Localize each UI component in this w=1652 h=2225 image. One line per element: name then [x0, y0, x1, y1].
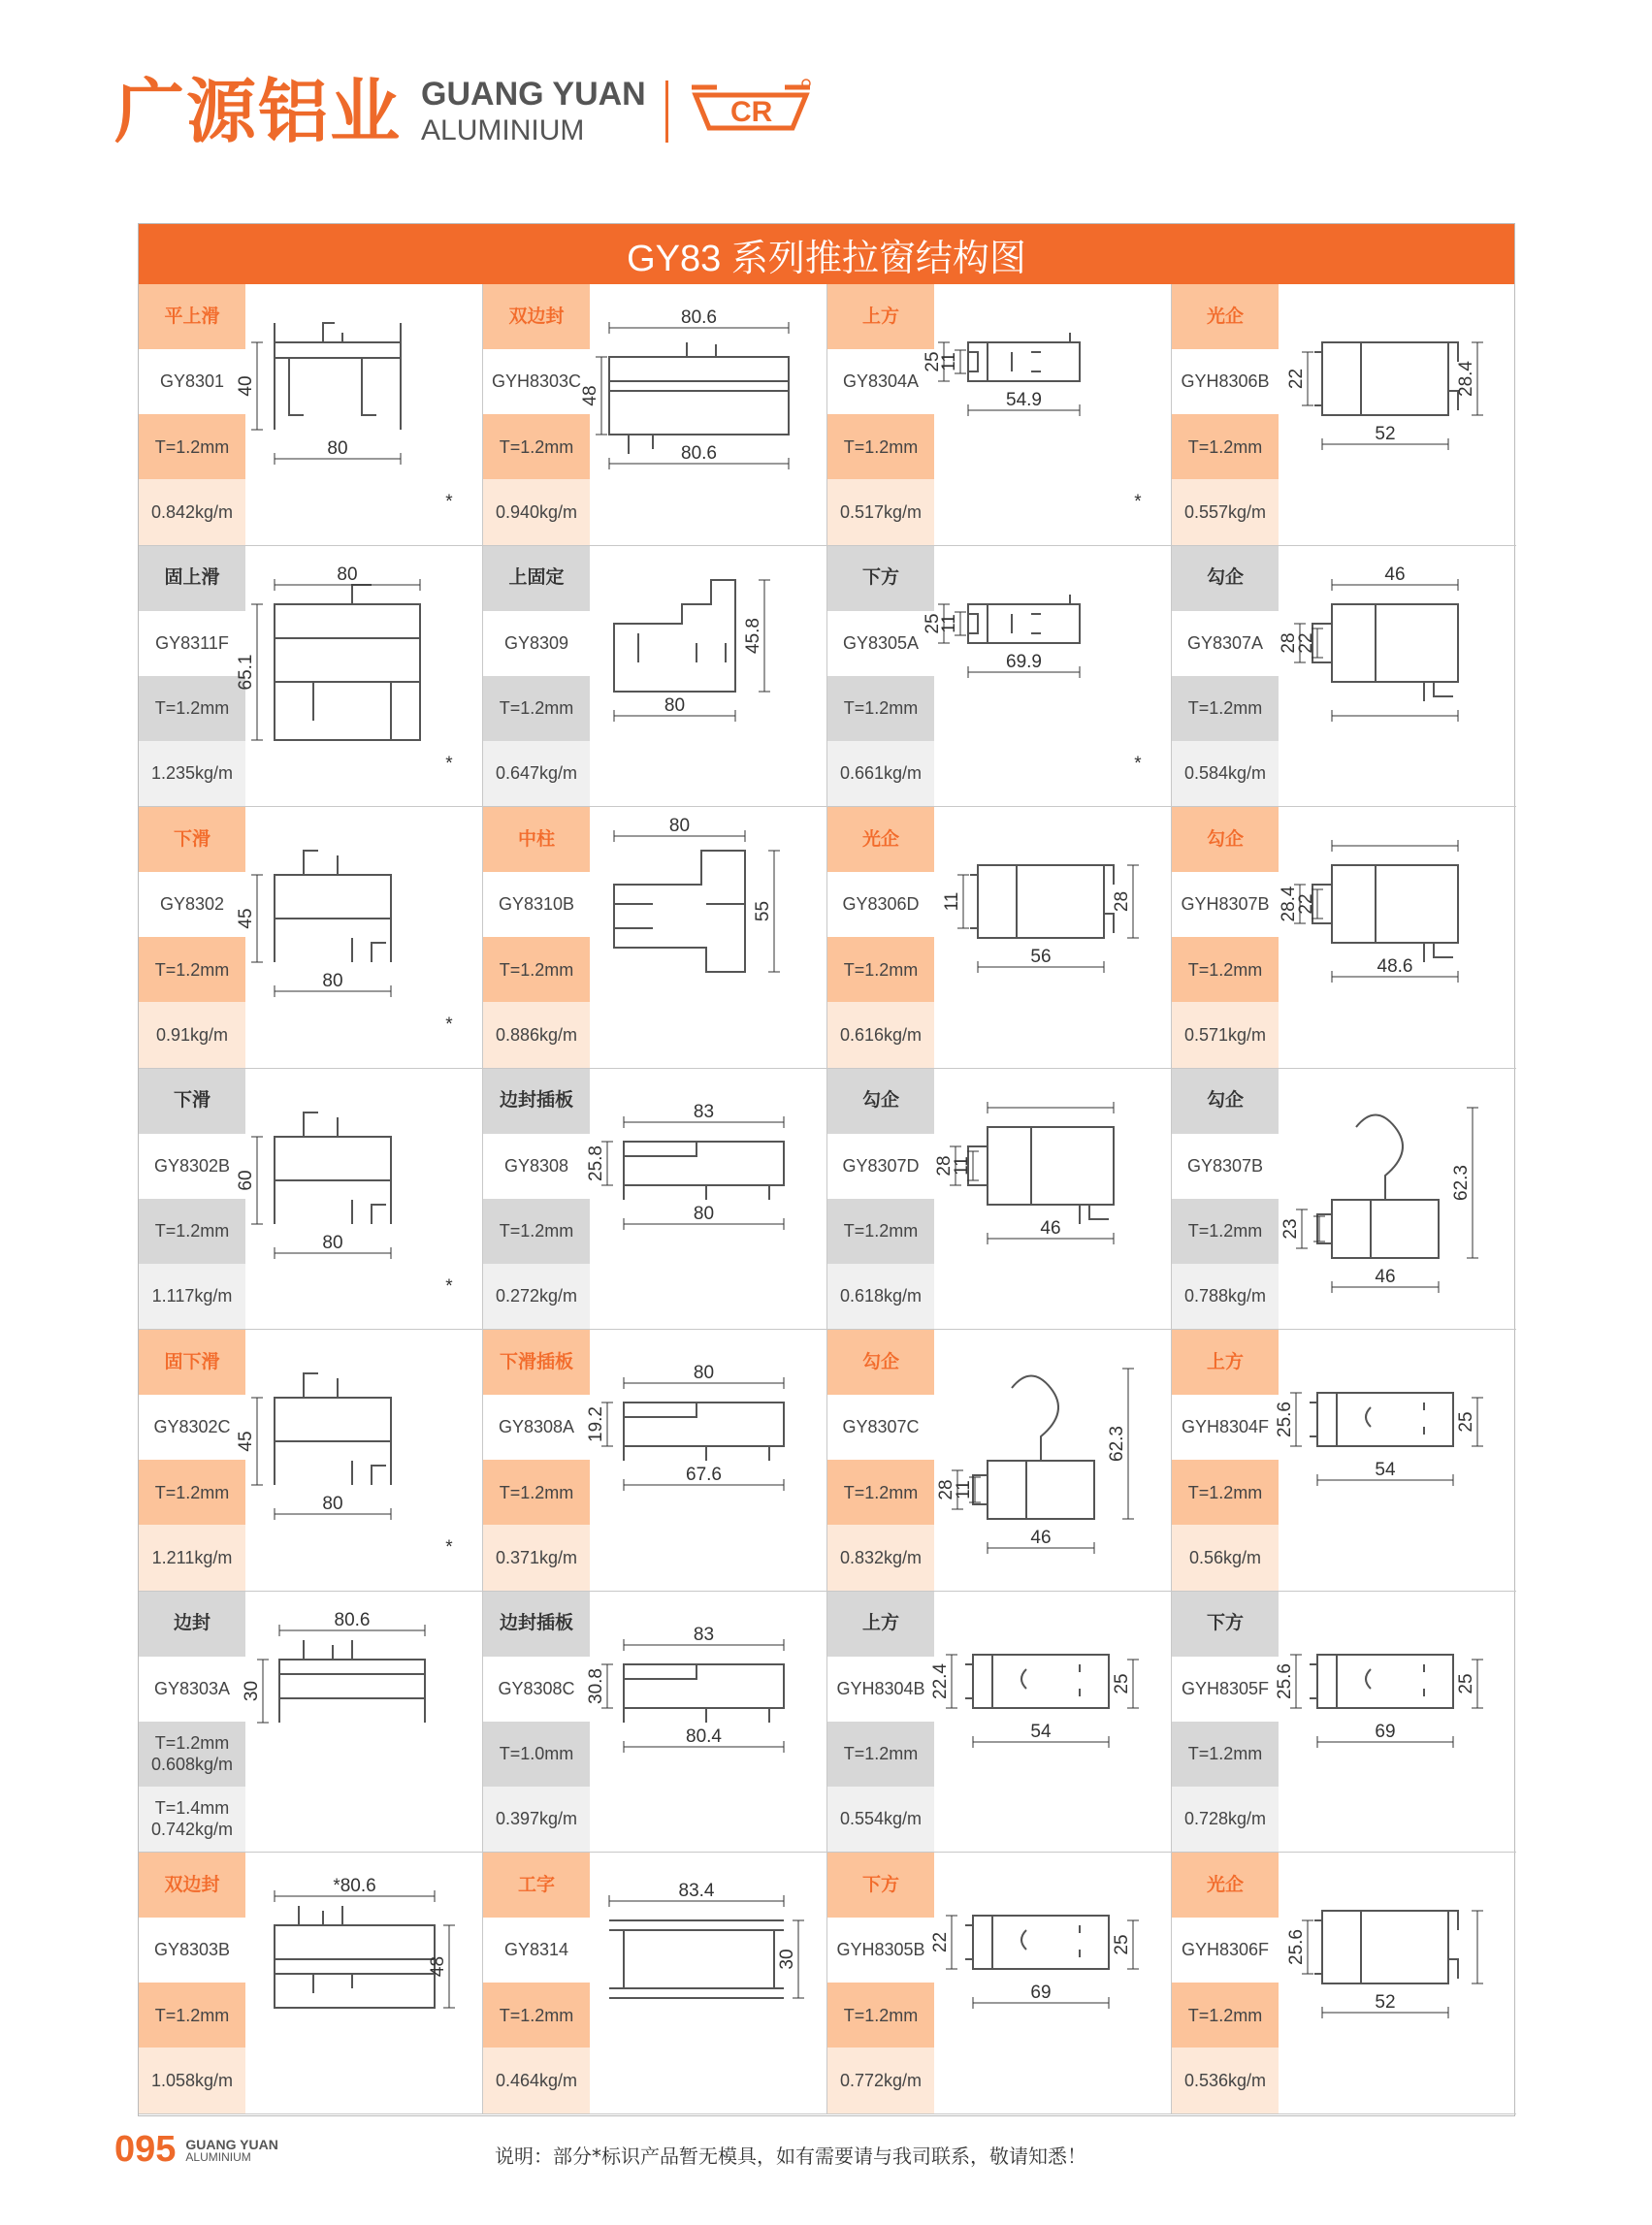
svg-text:*: * — [445, 753, 453, 774]
profile-thickness: T=1.2mm — [827, 937, 934, 1002]
profile-labels — [827, 546, 934, 807]
brand-divider — [665, 81, 668, 143]
dimension-label: 55 — [753, 900, 773, 922]
profile-labels — [483, 1592, 590, 1853]
profile-name: 勾企 — [827, 1069, 934, 1134]
dimension-label: 30 — [777, 1949, 797, 1970]
profile-weight: 0.772kg/m — [827, 2048, 934, 2112]
profile-thickness: T=1.2mm — [483, 937, 590, 1002]
profile-thickness: T=1.2mm — [1172, 1983, 1279, 2048]
profile-cross-section-drawing — [923, 284, 1171, 545]
profile-cell — [1172, 807, 1516, 1069]
dimension-label: 28 — [1279, 631, 1299, 654]
profile-cross-section-drawing — [586, 1069, 826, 1330]
dimension-label: 25 — [923, 612, 943, 634]
profile-cell — [1172, 284, 1516, 546]
profile-thickness: T=1.2mm — [1172, 1722, 1279, 1787]
dimension-label: 80 — [664, 694, 686, 716]
profile-cross-section-drawing — [236, 284, 482, 545]
profile-name: 边封插板 — [483, 1069, 590, 1134]
profile-cell — [483, 1069, 827, 1331]
profile-labels — [1172, 284, 1279, 545]
dimension-label: 25.8 — [586, 1145, 606, 1181]
profile-thickness: T=1.2mm — [139, 676, 245, 741]
profile-code: GY8302 — [139, 872, 245, 937]
dimension-label: 28 — [1112, 890, 1132, 913]
profile-cell — [827, 546, 1172, 808]
profile-cross-section-drawing — [934, 1069, 1171, 1330]
profile-labels — [139, 1069, 245, 1330]
profile-name: 下滑 — [139, 1069, 245, 1134]
profile-cell — [827, 1592, 1172, 1854]
profile-cell — [827, 1069, 1172, 1331]
profile-thickness: T=1.2mm — [827, 1983, 934, 2048]
dimension-label: *80.6 — [333, 1876, 376, 1896]
profile-weight: 0.661kg/m — [827, 741, 934, 806]
dimension-label: 83.4 — [678, 1881, 715, 1901]
profile-thickness: T=1.2mm — [483, 1460, 590, 1525]
profile-weight: 1.117kg/m — [139, 1264, 245, 1329]
profile-cell — [139, 1853, 483, 2114]
profile-weight: 0.56kg/m — [1172, 1525, 1279, 1590]
dimension-label: 62.3 — [1451, 1164, 1472, 1201]
profile-labels — [139, 546, 245, 807]
dimension-label: 80.4 — [686, 1725, 722, 1747]
profile-weight: 0.571kg/m — [1172, 1002, 1279, 1067]
profile-name: 勾企 — [1172, 1069, 1279, 1134]
dimension-label: 45 — [236, 1431, 256, 1452]
profile-labels — [139, 1592, 245, 1853]
dimension-label: 80 — [322, 971, 343, 991]
dimension-label: 80 — [693, 1203, 715, 1224]
profile-cell — [483, 1592, 827, 1854]
dimension-label: 22 — [1296, 631, 1316, 654]
profile-table — [138, 223, 1515, 2116]
profile-weight: 0.91kg/m — [139, 1002, 245, 1067]
profile-weight: 0.886kg/m — [483, 1002, 590, 1067]
profile-cell — [139, 1330, 483, 1592]
profile-code: GY8302B — [139, 1134, 245, 1199]
dimension-label: 80 — [327, 438, 348, 459]
profile-code: GYH8306F — [1172, 1918, 1279, 1983]
profile-weight: 0.618kg/m — [827, 1264, 934, 1329]
profile-code: GY8307D — [827, 1134, 934, 1199]
dimension-label: 80.6 — [681, 443, 717, 464]
profile-name: 下方 — [1172, 1592, 1279, 1657]
profile-cell — [139, 546, 483, 808]
svg-text:*: * — [445, 1275, 453, 1297]
dimension-label: 28 — [934, 1154, 955, 1177]
profile-thickness: T=1.2mm — [139, 1199, 245, 1264]
profile-cell — [1172, 1592, 1516, 1854]
profile-code: GY8307C — [827, 1395, 934, 1460]
dimension-label: 30.8 — [586, 1667, 606, 1704]
dimension-label: 30 — [242, 1680, 262, 1701]
profile-labels — [139, 807, 245, 1068]
profile-name: 固下滑 — [139, 1330, 245, 1395]
dimension-label: 23 — [1280, 1217, 1301, 1240]
dimension-label: 25 — [1112, 1934, 1132, 1955]
profile-labels — [139, 1330, 245, 1591]
profile-weight: 0.832kg/m — [827, 1525, 934, 1590]
profile-code: GY8301 — [139, 349, 245, 414]
footer — [114, 2129, 278, 2171]
profile-weight: 0.788kg/m — [1172, 1264, 1279, 1329]
dimension-label: 80 — [693, 1363, 715, 1383]
dimension-label: 48 — [428, 1955, 448, 1978]
dimension-label: 46 — [1384, 564, 1406, 585]
profile-cell — [827, 1853, 1172, 2114]
profile-code: GY8305A — [827, 611, 934, 676]
profile-thickness: T=1.2mm — [827, 676, 934, 741]
profile-code: GY8303A — [139, 1657, 245, 1722]
dimension-label: 25 — [1112, 1672, 1132, 1694]
dimension-label: 80 — [322, 1232, 343, 1253]
profile-name: 勾企 — [827, 1330, 934, 1395]
profile-labels — [139, 1853, 245, 2113]
dimension-label: 45 — [236, 908, 256, 929]
footer-brand-line1: GUANG YUAN — [185, 2136, 278, 2152]
dimension-label: 11 — [952, 1155, 972, 1176]
profile-weight: 0.616kg/m — [827, 1002, 934, 1067]
dimension-label: 25.6 — [1275, 1402, 1295, 1437]
svg-text:*: * — [1134, 492, 1142, 512]
dimension-label: 11 — [939, 613, 959, 633]
profile-cross-section-drawing — [1279, 807, 1515, 1068]
brand-english-name — [421, 78, 646, 145]
profile-weight: 0.647kg/m — [483, 741, 590, 806]
profile-thickness: T=1.2mm — [827, 414, 934, 479]
profile-code: GY8308 — [483, 1134, 590, 1199]
svg-text:*: * — [445, 1537, 453, 1558]
profile-name: 平上滑 — [139, 284, 245, 349]
profile-weight: 0.371kg/m — [483, 1525, 590, 1590]
profile-thickness: T=1.2mm — [827, 1722, 934, 1787]
svg-text:*: * — [1134, 753, 1142, 774]
profile-labels — [483, 1069, 590, 1330]
profile-labels — [827, 1853, 934, 2113]
profile-name: 光企 — [827, 807, 934, 872]
profile-weight: 0.842kg/m — [139, 479, 245, 544]
profile-thickness: T=1.2mm — [139, 1460, 245, 1525]
profile-weight: 0.397kg/m — [483, 1787, 590, 1852]
dimension-label: 48.6 — [1377, 956, 1413, 977]
dimension-label: 25.6 — [1275, 1662, 1295, 1699]
profile-name: 光企 — [1172, 1853, 1279, 1918]
profile-cross-section-drawing — [1275, 1330, 1515, 1591]
dimension-label: 22 — [1286, 368, 1307, 390]
profile-name: 双边封 — [139, 1853, 245, 1918]
profile-name: 下方 — [827, 1853, 934, 1918]
dimension-label: 69 — [1030, 1983, 1052, 2003]
profile-labels — [1172, 1853, 1279, 2113]
profile-cross-section-drawing — [934, 807, 1171, 1068]
profile-weight: 0.517kg/m — [827, 479, 934, 544]
profile-code: GY8307A — [1172, 611, 1279, 676]
profile-thickness: T=1.2mm — [1172, 1199, 1279, 1264]
profile-cell — [1172, 1069, 1516, 1331]
profile-thickness: T=1.2mm — [483, 1199, 590, 1264]
profile-thickness: T=1.2mm — [1172, 937, 1279, 1002]
profile-name: 边封 — [139, 1592, 245, 1657]
profile-cross-section-drawing — [590, 807, 826, 1068]
profile-thickness: T=1.2mm — [827, 1460, 934, 1525]
profile-cross-section-drawing — [1279, 1853, 1515, 2113]
dimension-label: 11 — [942, 891, 962, 912]
dimension-label: 54.9 — [1006, 390, 1042, 410]
profile-code: GYH8303C — [483, 349, 590, 414]
profile-weight: 0.584kg/m — [1172, 741, 1279, 806]
dimension-label: 25 — [1456, 1672, 1476, 1694]
dimension-label: 48 — [580, 385, 600, 406]
profile-weight: 0.536kg/m — [1172, 2048, 1279, 2112]
profile-code: GY8308C — [483, 1657, 590, 1722]
dimension-label: 46 — [1030, 1528, 1052, 1548]
profile-cross-section-drawing — [245, 1853, 482, 2113]
profile-code: GYH8305B — [827, 1918, 934, 1983]
profile-cross-section-drawing — [580, 284, 826, 545]
dimension-label: 22 — [1296, 893, 1316, 915]
profile-name: 上方 — [827, 284, 934, 349]
dimension-label: 65.1 — [236, 654, 256, 690]
profile-thickness: T=1.2mm 0.608kg/m — [139, 1722, 245, 1787]
footer-note: 说明：部分*标识产品暂无模具，如有需要请与我司联系，敬请知悉！ — [495, 2144, 1086, 2168]
dimension-label: 22 — [930, 1931, 951, 1953]
footer-brand-line2: ALUMINIUM — [185, 2149, 251, 2164]
profile-code: GY8311F — [139, 611, 245, 676]
profile-code: GYH8304F — [1172, 1395, 1279, 1460]
profile-name: 上方 — [827, 1592, 934, 1657]
profile-labels — [1172, 807, 1279, 1068]
profile-cross-section-drawing — [1279, 1069, 1515, 1330]
profile-name: 双边封 — [483, 284, 590, 349]
profile-cross-section-drawing — [934, 1330, 1171, 1591]
profile-cross-section-drawing — [1279, 546, 1515, 807]
profile-cross-section-drawing — [930, 1853, 1171, 2113]
profile-labels — [827, 1592, 934, 1853]
profile-labels — [483, 284, 590, 545]
brand-english-line2: ALUMINIUM — [421, 114, 585, 146]
profile-thickness: T=1.2mm — [483, 414, 590, 479]
profile-labels — [483, 807, 590, 1068]
dimension-label: 28 — [936, 1479, 956, 1500]
dimension-label: 62.3 — [1107, 1426, 1127, 1462]
dimension-label: 45.8 — [743, 617, 763, 654]
profile-name: 下方 — [827, 546, 934, 611]
profile-cell — [1172, 546, 1516, 808]
profile-thickness: T=1.2mm — [139, 414, 245, 479]
profile-code: GY8309 — [483, 611, 590, 676]
dimension-label: 25.6 — [1286, 1929, 1307, 1965]
profile-thickness: T=1.2mm — [139, 937, 245, 1002]
footer-brand — [185, 2138, 277, 2163]
profile-cross-section-drawing — [590, 546, 826, 807]
profile-weight: 0.554kg/m — [827, 1787, 934, 1852]
profile-cross-section-drawing — [586, 1592, 826, 1853]
profile-cross-section-drawing — [923, 546, 1171, 807]
profile-code: GY8308A — [483, 1395, 590, 1460]
profile-cross-section-drawing — [236, 1330, 482, 1591]
dimension-label: 46 — [1375, 1266, 1396, 1287]
profile-name: 勾企 — [1172, 807, 1279, 872]
profile-cell — [139, 807, 483, 1069]
dimension-label: 54 — [1030, 1721, 1052, 1742]
profile-name: 边封插板 — [483, 1592, 590, 1657]
profile-cell — [483, 1330, 827, 1592]
profile-labels — [1172, 1330, 1279, 1591]
profile-code: GY8310B — [483, 872, 590, 937]
profile-cross-section-drawing — [590, 1853, 826, 2113]
dimension-label: 54 — [1375, 1460, 1396, 1480]
profile-labels — [1172, 546, 1279, 807]
dimension-label: 52 — [1375, 424, 1396, 444]
profile-thickness: T=1.2mm — [483, 676, 590, 741]
dimension-label: 60 — [236, 1169, 256, 1191]
company-logo-icon — [688, 78, 814, 145]
profile-weight: 0.940kg/m — [483, 479, 590, 544]
profile-code: GYH8305F — [1172, 1657, 1279, 1722]
dimension-label: 80 — [322, 1494, 343, 1514]
svg-text:*: * — [445, 1015, 453, 1035]
profile-cross-section-drawing — [586, 1330, 826, 1591]
profile-labels — [1172, 1592, 1279, 1853]
profile-weight: T=1.4mm 0.742kg/m — [139, 1787, 245, 1852]
dimension-label: 11 — [939, 352, 959, 371]
profile-cell — [827, 807, 1172, 1069]
profile-thickness: T=1.2mm — [827, 1199, 934, 1264]
profile-cross-section-drawing — [236, 1069, 482, 1330]
dimension-label: 52 — [1375, 1992, 1396, 2013]
profile-labels — [827, 807, 934, 1068]
profile-code: GYH8304B — [827, 1657, 934, 1722]
profile-cell — [139, 284, 483, 546]
dimension-label: 28.4 — [1279, 886, 1299, 922]
brand-english-line1: GUANG YUAN — [421, 76, 646, 113]
profile-weight: 0.272kg/m — [483, 1264, 590, 1329]
profile-weight: 1.058kg/m — [139, 2048, 245, 2112]
profile-grid — [139, 284, 1514, 2114]
profile-cell — [827, 284, 1172, 546]
profile-weight: 1.235kg/m — [139, 741, 245, 806]
profile-cell — [483, 807, 827, 1069]
profile-name: 工字 — [483, 1853, 590, 1918]
profile-thickness: T=1.2mm — [483, 1983, 590, 2048]
profile-labels — [483, 546, 590, 807]
profile-cell — [1172, 1853, 1516, 2114]
profile-labels — [483, 1330, 590, 1591]
dimension-label: 83 — [693, 1101, 715, 1122]
dimension-label: 28.4 — [1456, 361, 1476, 397]
profile-labels — [827, 1330, 934, 1591]
profile-thickness: T=1.2mm — [1172, 414, 1279, 479]
profile-cell — [483, 1853, 827, 2114]
profile-code: GYH8306B — [1172, 349, 1279, 414]
brand-chinese-name: 广源铝业 — [114, 71, 403, 152]
profile-name: 光企 — [1172, 284, 1279, 349]
profile-name: 上固定 — [483, 546, 590, 611]
profile-name: 中柱 — [483, 807, 590, 872]
dimension-label: 69 — [1375, 1721, 1396, 1742]
profile-weight: 0.464kg/m — [483, 2048, 590, 2112]
dimension-label: 67.6 — [686, 1465, 722, 1485]
profile-cell — [483, 284, 827, 546]
profile-cross-section-drawing — [236, 807, 482, 1068]
dimension-label: 11 — [954, 1480, 974, 1499]
profile-cross-section-drawing — [236, 546, 482, 807]
dimension-label: 80.6 — [334, 1609, 371, 1630]
profile-code: GY8314 — [483, 1918, 590, 1983]
dimension-label: 19.2 — [586, 1406, 606, 1442]
profile-code: GY8303B — [139, 1918, 245, 1983]
dimension-label: 80.6 — [681, 307, 717, 328]
profile-code: GY8307B — [1172, 1134, 1279, 1199]
profile-labels — [483, 1853, 590, 2113]
dimension-label: 83 — [693, 1624, 715, 1645]
profile-thickness: T=1.0mm — [483, 1722, 590, 1787]
profile-labels — [139, 284, 245, 545]
profile-cell — [139, 1069, 483, 1331]
profile-cross-section-drawing — [930, 1592, 1171, 1853]
profile-name: 下滑插板 — [483, 1330, 590, 1395]
table-title: GY83 系列推拉窗结构图 — [139, 224, 1514, 284]
profile-weight: 1.211kg/m — [139, 1525, 245, 1590]
dimension-label: 40 — [236, 375, 256, 397]
dimension-label: 25 — [923, 351, 943, 372]
svg-text:CR: CR — [729, 96, 773, 128]
profile-thickness: T=1.2mm — [1172, 676, 1279, 741]
profile-name: 勾企 — [1172, 546, 1279, 611]
profile-thickness: T=1.2mm — [1172, 1460, 1279, 1525]
profile-cell — [827, 1330, 1172, 1592]
svg-text:*: * — [445, 492, 453, 512]
profile-weight: 0.557kg/m — [1172, 479, 1279, 544]
profile-cross-section-drawing — [1279, 284, 1515, 545]
profile-name: 上方 — [1172, 1330, 1279, 1395]
profile-labels — [827, 284, 934, 545]
profile-name: 下滑 — [139, 807, 245, 872]
profile-code: GY8302C — [139, 1395, 245, 1460]
profile-labels — [827, 1069, 934, 1330]
profile-weight: 0.728kg/m — [1172, 1787, 1279, 1852]
profile-code: GY8306D — [827, 872, 934, 937]
profile-code: GY8304A — [827, 349, 934, 414]
dimension-label: 22.4 — [930, 1662, 951, 1699]
profile-cell — [483, 546, 827, 808]
dimension-label: 25 — [1456, 1411, 1476, 1433]
dimension-label: 46 — [1040, 1217, 1061, 1239]
header — [114, 68, 814, 155]
profile-cross-section-drawing — [1275, 1592, 1515, 1853]
profile-cell — [1172, 1330, 1516, 1592]
profile-cell — [139, 1592, 483, 1854]
dimension-label: 69.9 — [1006, 651, 1042, 672]
dimension-label: 56 — [1030, 947, 1052, 967]
dimension-label: 80 — [337, 564, 358, 585]
profile-labels — [1172, 1069, 1279, 1330]
profile-cross-section-drawing — [242, 1592, 482, 1853]
profile-code: GYH8307B — [1172, 872, 1279, 937]
profile-thickness: T=1.2mm — [139, 1983, 245, 2048]
dimension-label: 80 — [668, 816, 691, 836]
profile-name: 固上滑 — [139, 546, 245, 611]
page-number: 095 — [114, 2129, 177, 2170]
